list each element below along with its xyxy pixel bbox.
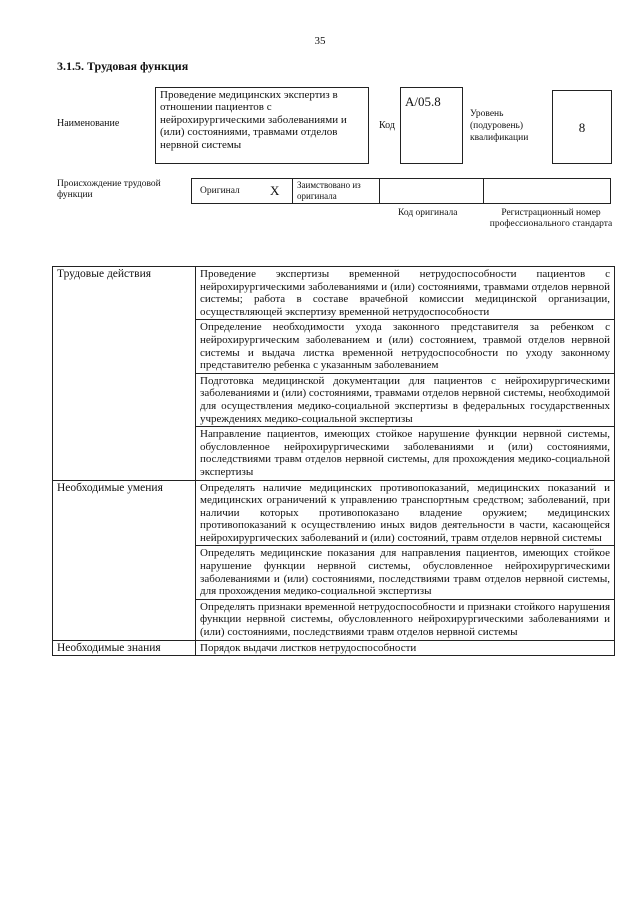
level-value-box	[552, 90, 612, 164]
borrowed-label: Заимствовано из оригинала	[297, 180, 361, 201]
table-cell: Определять медицинские показания для направления пациентов, имеющих стойкое нарушение функции нервной системы, обусловленное нейрохирургическими заболеваниями и (или) состояниями, последствиями травм отделов нервной системы, для прохождения медико-социальной экспертизы	[196, 546, 615, 599]
borrowed-cell	[292, 178, 380, 204]
original-cell	[191, 178, 293, 204]
code-value: А/05.8	[405, 94, 441, 109]
code-value-box	[400, 87, 463, 164]
original-label: Оригинал	[200, 186, 240, 196]
reg-number-cell	[483, 178, 611, 204]
function-table	[52, 266, 615, 656]
name-value-box	[155, 87, 369, 164]
origin-row	[191, 178, 611, 204]
row-label-knowledge: Необходимые знания	[53, 640, 196, 656]
code-label: Код	[379, 120, 395, 131]
code-original-caption: Код оригинала	[398, 208, 458, 218]
table-cell: Определять наличие медицинских противопоказаний, медицинских показаний и медицинских ограничений к управлению транспортным средством; заболеваний, при наличии которых противопоказано владение оружием; медицинских противопоказаний к осуществлению иных видов деятельности в части, касающейся нейрохирургических заболеваний и (или) состояний, травм отделов нервной системы	[196, 480, 615, 546]
level-value: 8	[578, 120, 586, 135]
table-row	[53, 480, 615, 546]
reg-number-caption: Регистрационный номер профессионального стандарта	[489, 208, 613, 229]
level-label: Уровень (подуровень) квалификации	[470, 109, 529, 143]
table-cell: Порядок выдачи листков нетрудоспособности	[196, 640, 615, 656]
table-cell: Определение необходимости ухода законного представителя за ребенком с нейрохирургическим заболеванием и (или) состоянием, травмой отделов нервной системы и выдача листка временной нетрудоспособности по уходу законному представителю ребенка с указанным заболеванием	[196, 320, 615, 373]
name-value: Проведение медицинских экспертиз в отношении пациентов с нейрохирургическими заболеваниями и (или) состояниями, травмами отделов нервной системы	[160, 89, 347, 151]
origin-label: Происхождение трудовой функции	[57, 179, 161, 200]
table-row	[53, 640, 615, 656]
table-cell: Определять признаки временной нетрудоспособности и признаки стойкого нарушения функции нервной системы, обусловленного нейрохирургическими заболеваниями и (или) состояниями, последствиями травм отделов нервной системы	[196, 599, 615, 640]
table-cell: Проведение экспертизы временной нетрудоспособности пациентов с нейрохирургическими заболеваниями и (или) состояниями, травмами отделов нервной системы; работа в составе врачебной комиссии медицинской организации, осуществляющей экспертизу временной нетрудоспособности	[196, 267, 615, 320]
code-original-cell	[379, 178, 484, 204]
table-cell: Направление пациентов, имеющих стойкое нарушение функции нервной системы, обусловленное нейрохирургическими заболеваниями и (или) состояниями, последствиями травм отделов нервной системы, для прохождения медико-социальной экспертизы	[196, 427, 615, 480]
original-mark: X	[270, 183, 280, 198]
row-label-actions: Трудовые действия	[53, 267, 196, 481]
page-number: 35	[314, 35, 326, 47]
row-label-skills: Необходимые умения	[53, 480, 196, 640]
table-cell: Подготовка медицинской документации для пациентов с нейрохирургическими заболеваниями и (или) состояниями, травмами отделов нервной системы, необходимой для осуществления медико-социальной экспертизы в федеральных государственных учреждениях медико-социальной экспертизы	[196, 373, 615, 426]
section-title: 3.1.5. Трудовая функция	[57, 59, 189, 73]
table-row	[53, 267, 615, 320]
name-label: Наименование	[57, 118, 120, 129]
